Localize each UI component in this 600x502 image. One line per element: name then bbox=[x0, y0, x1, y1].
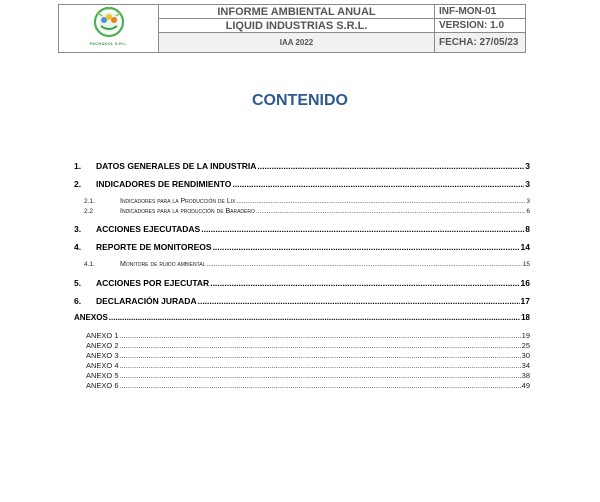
toc-item-number: 2.2 bbox=[84, 208, 94, 215]
toc-item-page: 49 bbox=[521, 381, 530, 390]
logo-text: PACHAKOL S.R.L. bbox=[89, 41, 128, 46]
toc-item-label: ANEXO 2 bbox=[86, 341, 119, 350]
toc-item-label: DATOS GENERALES DE LA INDUSTRIA bbox=[96, 161, 257, 171]
toc-leader-dots bbox=[120, 341, 521, 350]
toc-leader-dots bbox=[257, 161, 524, 171]
toc-item-number: 3. bbox=[74, 224, 82, 234]
toc-item-page: 8 bbox=[525, 224, 530, 234]
toc-item-page: 34 bbox=[521, 361, 530, 370]
toc-item-page: 30 bbox=[521, 351, 530, 360]
document-code: INF-MON-01 bbox=[435, 5, 526, 19]
toc-leader-dots bbox=[120, 361, 521, 370]
toc-leader-dots bbox=[236, 198, 525, 205]
toc-annex-item[interactable] bbox=[74, 381, 530, 390]
company-logo bbox=[79, 5, 139, 47]
toc-item[interactable] bbox=[74, 224, 530, 234]
logo-emblem-icon bbox=[90, 5, 128, 39]
toc-subitem[interactable] bbox=[74, 198, 530, 205]
toc-annex-item[interactable] bbox=[74, 361, 530, 370]
toc-annex-item[interactable] bbox=[74, 331, 530, 340]
report-code: IAA 2022 bbox=[159, 33, 435, 53]
toc-leader-dots bbox=[120, 381, 521, 390]
toc-item-page: 15 bbox=[522, 261, 530, 268]
toc-leader-dots bbox=[256, 208, 525, 215]
toc-item[interactable] bbox=[74, 278, 530, 288]
toc-item-page: 17 bbox=[520, 296, 530, 306]
toc-annex-heading[interactable] bbox=[74, 313, 530, 322]
toc-annex-item[interactable] bbox=[74, 341, 530, 350]
toc-item[interactable] bbox=[74, 296, 530, 306]
toc-item-page: 25 bbox=[521, 341, 530, 350]
toc-item-page: 19 bbox=[521, 331, 530, 340]
toc-item-number: 5. bbox=[74, 278, 82, 288]
toc-leader-dots bbox=[206, 261, 521, 268]
toc-item-page: 14 bbox=[520, 242, 530, 252]
toc-item-label: DECLARACIÓN JURADA bbox=[96, 296, 197, 306]
toc-leader-dots bbox=[201, 224, 524, 234]
document-version: VERSION: 1.0 bbox=[435, 19, 526, 33]
report-title: INFORME AMBIENTAL ANUAL bbox=[159, 5, 435, 19]
toc-leader-dots bbox=[109, 313, 520, 322]
toc-leader-dots bbox=[198, 296, 520, 306]
toc-item-label: ANEXO 1 bbox=[86, 331, 119, 340]
toc-item-label: ANEXO 4 bbox=[86, 361, 119, 370]
toc-item-page: 3 bbox=[525, 179, 530, 189]
toc-item-label: ACCIONES EJECUTADAS bbox=[96, 224, 201, 234]
toc-item-page: 3 bbox=[526, 198, 530, 205]
toc-item-label: ANEXOS bbox=[74, 313, 108, 322]
toc-item-label: ACCIONES POR EJECUTAR bbox=[96, 278, 210, 288]
toc-item-label: INDICADORES DE RENDIMIENTO bbox=[96, 179, 232, 189]
toc-item-label: ANEXO 6 bbox=[86, 381, 119, 390]
document-header bbox=[58, 4, 526, 53]
toc-item[interactable] bbox=[74, 161, 530, 171]
toc-leader-dots bbox=[213, 242, 520, 252]
toc-leader-dots bbox=[232, 179, 524, 189]
toc-leader-dots bbox=[210, 278, 519, 288]
toc-item-number: 6. bbox=[74, 296, 82, 306]
toc-subitem[interactable] bbox=[74, 208, 530, 215]
document-date: FECHA: 27/05/23 bbox=[435, 33, 526, 53]
toc-item-number: 4.1. bbox=[84, 261, 95, 268]
company-name: LIQUID INDUSTRIAS S.R.L. bbox=[159, 19, 435, 33]
toc-item-label: ANEXO 3 bbox=[86, 351, 119, 360]
toc-item[interactable] bbox=[74, 242, 530, 252]
toc-subitem[interactable] bbox=[74, 261, 530, 268]
toc-item-label: ANEXO 5 bbox=[86, 371, 119, 380]
toc-annex-item[interactable] bbox=[74, 371, 530, 380]
toc-leader-dots bbox=[120, 331, 521, 340]
toc-item-label: Indicadores para la producción de Baradero bbox=[120, 208, 255, 215]
toc-item-page: 6 bbox=[526, 208, 530, 215]
toc-leader-dots bbox=[120, 351, 521, 360]
toc-item-label: Indicadores para la Producción de Lix bbox=[120, 198, 236, 205]
toc-item-number: 2.1. bbox=[84, 198, 95, 205]
page-title: CONTENIDO bbox=[252, 92, 348, 109]
toc-item-number: 2. bbox=[74, 179, 82, 189]
toc-leader-dots bbox=[120, 371, 521, 380]
toc-item-page: 38 bbox=[521, 371, 530, 380]
toc-annex-item[interactable] bbox=[74, 351, 530, 360]
toc-item-label: REPORTE DE MONITOREOS bbox=[96, 242, 212, 252]
logo-cell bbox=[59, 5, 159, 53]
toc-item-page: 16 bbox=[520, 278, 530, 288]
toc-item[interactable] bbox=[74, 179, 530, 189]
toc-item-label: Monitore de ruido ambiental bbox=[120, 261, 206, 268]
toc-item-page: 3 bbox=[525, 161, 530, 171]
toc-item-number: 4. bbox=[74, 242, 82, 252]
toc-item-number: 1. bbox=[74, 161, 82, 171]
toc-item-page: 18 bbox=[521, 313, 530, 322]
